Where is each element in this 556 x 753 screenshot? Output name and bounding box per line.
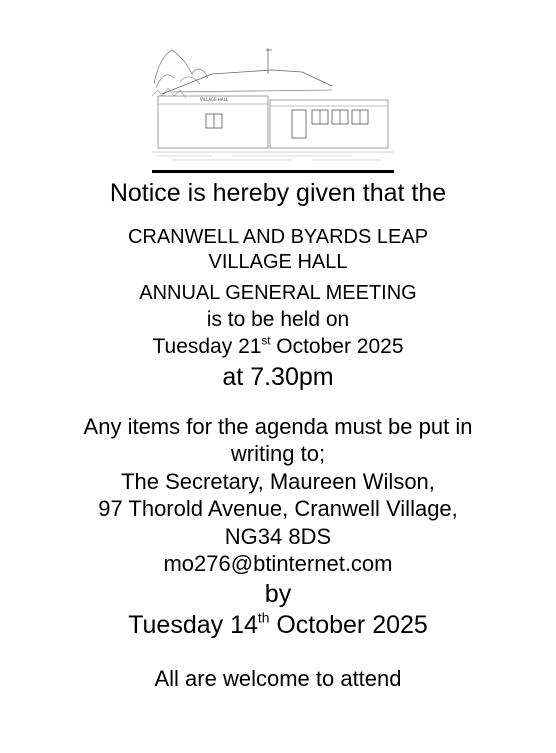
postcode: NG34 8DS bbox=[224, 524, 332, 549]
meeting-date bbox=[0, 336, 556, 357]
org-name-line2: VILLAGE HALL bbox=[208, 251, 348, 273]
notice-intro: Notice is hereby given that the bbox=[109, 179, 447, 207]
meeting-time: at 7.30pm bbox=[222, 363, 334, 391]
email-address: mo276@btinternet.com bbox=[163, 551, 393, 576]
address-line: 97 Thorold Avenue, Cranwell Village, bbox=[98, 496, 458, 521]
meeting-date-rest: October 2025 bbox=[270, 335, 404, 358]
deadline-date bbox=[0, 610, 556, 639]
held-on-text: is to be held on bbox=[206, 308, 350, 331]
deadline-date-suffix: th bbox=[257, 610, 270, 626]
org-name-line1: CRANWELL AND BYARDS LEAP bbox=[127, 226, 429, 248]
hall-sign-text: VILLAGE HALL bbox=[199, 97, 229, 102]
meeting-title: ANNUAL GENERAL MEETING bbox=[139, 282, 417, 304]
by-text: by bbox=[264, 580, 292, 608]
agenda-line2: writing to; bbox=[230, 441, 326, 466]
agenda-line1: Any items for the agenda must be put in bbox=[83, 414, 473, 439]
welcome-text: All are welcome to attend bbox=[154, 666, 402, 691]
meeting-date-day: Tuesday 21 bbox=[152, 335, 262, 358]
meeting-date-suffix: st bbox=[261, 335, 271, 348]
deadline-date-rest: October 2025 bbox=[269, 611, 428, 639]
secretary-name: The Secretary, Maureen Wilson, bbox=[121, 469, 435, 494]
divider-rule bbox=[152, 170, 394, 173]
deadline-date-day: Tuesday 14 bbox=[128, 611, 258, 639]
village-hall-sketch bbox=[152, 44, 394, 174]
